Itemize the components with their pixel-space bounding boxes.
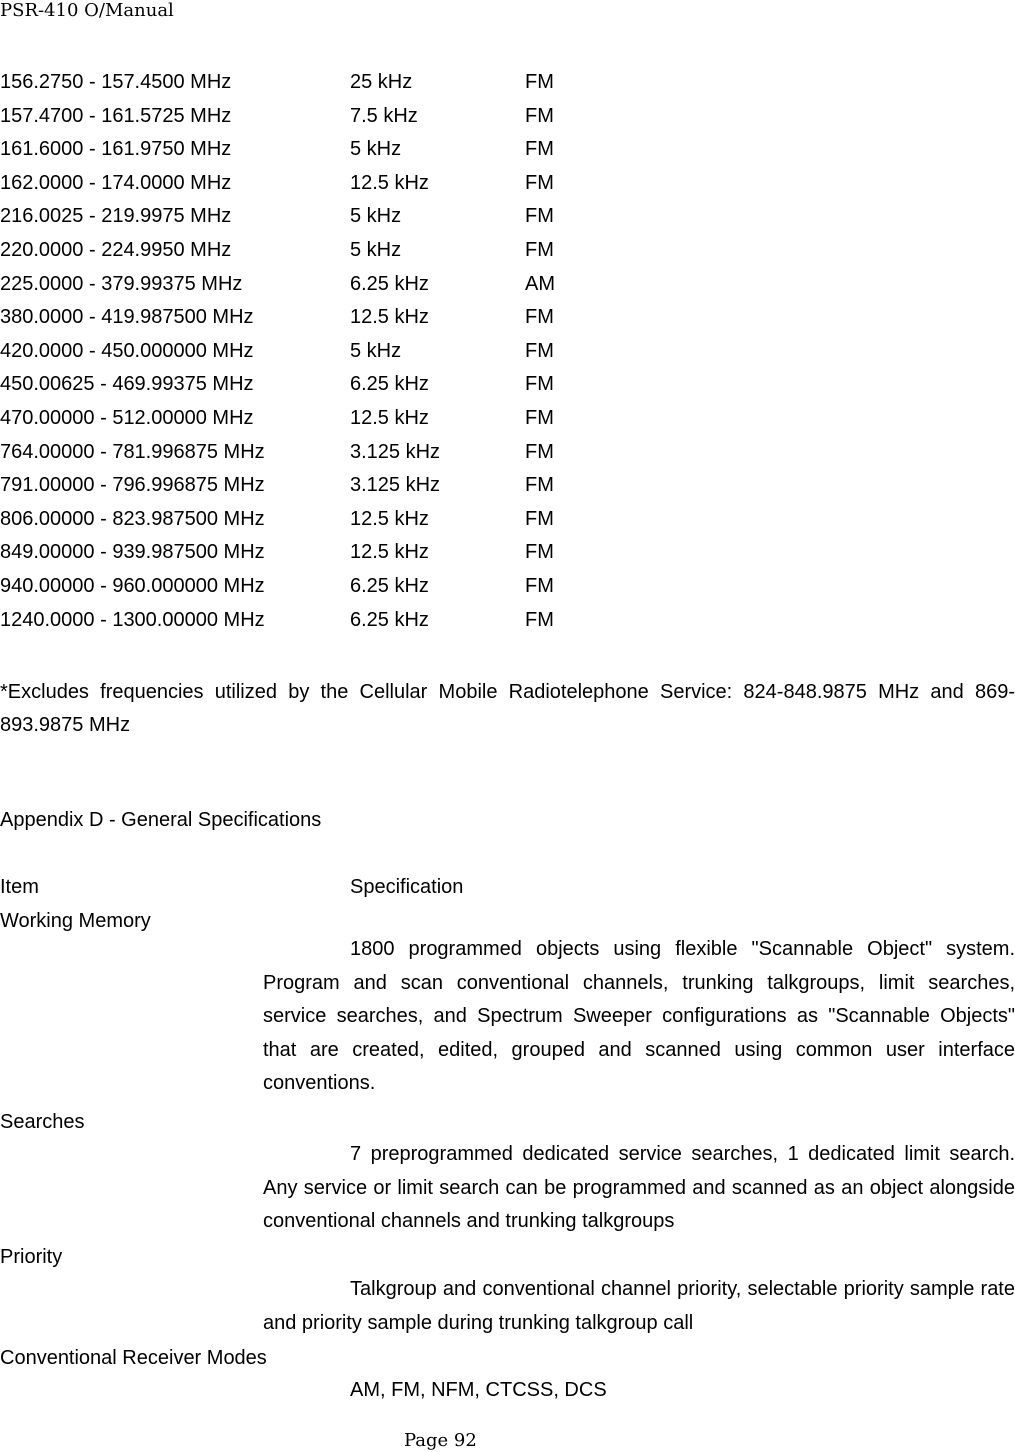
step-size: 6.25 kHz	[350, 574, 429, 597]
modulation-mode: FM	[525, 138, 554, 161]
modulation-mode: FM	[525, 306, 554, 329]
step-size: 3.125 kHz	[350, 474, 441, 497]
step-size: 12.5 kHz	[350, 541, 429, 564]
modulation-mode: FM	[525, 608, 554, 631]
spec-item-name: Priority	[0, 1246, 63, 1268]
modulation-mode: FM	[525, 474, 554, 497]
step-size: 3.125 kHz	[350, 440, 441, 463]
spec-item-description: 1800 programmed objects using flexible "Scannable Object" system. Program and scan conventional channels, trunking talkgroups, limit searches, service searches, and Spectrum Sweeper configurations as "Scannable Objects" that are created, edited, grouped and scanned using common user interface conventions.	[263, 938, 1015, 1095]
frequency-range: 1240.0000 - 1300.00000 MHz	[0, 608, 265, 631]
frequency-range: 764.00000 - 781.996875 MHz	[0, 440, 265, 463]
frequency-range: 940.00000 - 960.000000 MHz	[0, 574, 265, 597]
step-size: 12.5 kHz	[350, 507, 429, 530]
step-size: 7.5 kHz	[350, 104, 418, 127]
modulation-mode: FM	[525, 507, 554, 530]
step-size: 6.25 kHz	[350, 272, 429, 295]
step-size: 5 kHz	[350, 238, 402, 261]
document-header: PSR-410 O/Manual	[0, 0, 174, 21]
spec-item-name: Conventional Receiver Modes	[0, 1347, 267, 1369]
appendix-title: Appendix D - General Specifications	[0, 809, 322, 831]
step-size: 12.5 kHz	[350, 171, 429, 194]
cellular-exclusion-note: *Excludes frequencies utilized by the Cellular Mobile Radiotelephone Service: 824-848.9875 MHz and 869-893.9875 MHz	[0, 681, 1015, 736]
step-size: 5 kHz	[350, 339, 402, 362]
spec-item-description: AM, FM, NFM, CTCSS, DCS	[350, 1379, 607, 1401]
frequency-range: 849.00000 - 939.987500 MHz	[0, 541, 265, 564]
modulation-mode: FM	[525, 541, 554, 564]
frequency-range: 162.0000 - 174.0000 MHz	[0, 171, 232, 194]
frequency-range: 791.00000 - 796.996875 MHz	[0, 474, 265, 497]
frequency-range: 806.00000 - 823.987500 MHz	[0, 507, 265, 530]
frequency-range: 161.6000 - 161.9750 MHz	[0, 138, 232, 161]
modulation-mode: FM	[525, 373, 554, 396]
spec-item-name: Searches	[0, 1111, 85, 1133]
modulation-mode: FM	[525, 574, 554, 597]
modulation-mode: FM	[525, 238, 554, 261]
modulation-mode: FM	[525, 171, 554, 194]
frequency-range: 450.00625 - 469.99375 MHz	[0, 373, 254, 396]
modulation-mode: FM	[525, 339, 554, 362]
frequency-range: 225.0000 - 379.99375 MHz	[0, 272, 243, 295]
step-size: 6.25 kHz	[350, 373, 429, 396]
spec-header-item: Item	[0, 876, 39, 898]
spec-item-name: Working Memory	[0, 910, 151, 932]
modulation-mode: FM	[525, 406, 554, 429]
modulation-mode: FM	[525, 205, 554, 228]
spec-item-description: Talkgroup and conventional channel priority, selectable priority sample rate and priority sample during trunking talkgroup call	[263, 1278, 1015, 1334]
frequency-range: 157.4700 - 161.5725 MHz	[0, 104, 232, 127]
frequency-range: 420.0000 - 450.000000 MHz	[0, 339, 254, 362]
modulation-mode: FM	[525, 440, 554, 463]
spec-table-header	[0, 875, 1015, 899]
frequency-range: 216.0025 - 219.9975 MHz	[0, 205, 232, 228]
modulation-mode: AM	[525, 272, 555, 295]
frequency-range: 156.2750 - 157.4500 MHz	[0, 71, 232, 93]
frequency-range: 470.00000 - 512.00000 MHz	[0, 406, 254, 429]
page-number: Page 92	[404, 1430, 477, 1451]
step-size: 6.25 kHz	[350, 608, 429, 631]
step-size: 5 kHz	[350, 138, 402, 161]
frequency-range: 220.0000 - 224.9950 MHz	[0, 238, 232, 261]
step-size: 5 kHz	[350, 205, 402, 228]
spec-header-specification: Specification	[350, 876, 464, 898]
spec-item-description: 7 preprogrammed dedicated service searches, 1 dedicated limit search. Any service or limit search can be programmed and scanned as an object alongside conventional channels and trunking talkgroups	[263, 1143, 1015, 1233]
step-size: 12.5 kHz	[350, 306, 429, 329]
modulation-mode: FM	[525, 71, 554, 93]
step-size: 25 kHz	[350, 71, 413, 93]
frequency-range: 380.0000 - 419.987500 MHz	[0, 306, 254, 329]
step-size: 12.5 kHz	[350, 406, 429, 429]
modulation-mode: FM	[525, 104, 554, 127]
